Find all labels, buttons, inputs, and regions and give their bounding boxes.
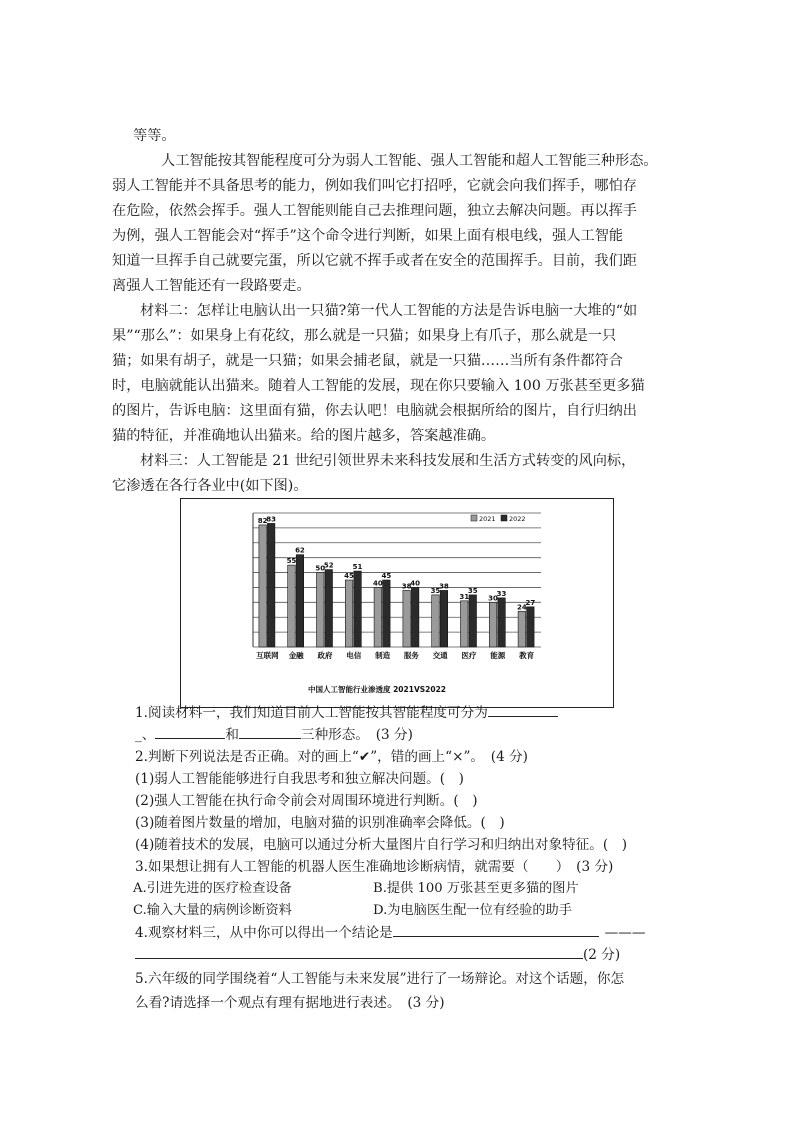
data-label: 30 — [488, 594, 498, 603]
question-2-text: 2.判断下列说法是否正确。对的画上“✔”，错的画上“×”。 (4 分) — [135, 749, 528, 765]
bar-2022 — [469, 595, 477, 647]
option-a[interactable]: A.引进先进的医疗检查设备 — [133, 881, 292, 896]
bar-2021 — [461, 601, 469, 647]
data-label: 40 — [372, 579, 383, 588]
material-two-line: 猫的特征，并准确地认出猫来。给的图片越多，答案越准确。 — [112, 428, 496, 444]
bar-2021 — [317, 573, 325, 647]
legend-label: 2022 — [509, 515, 526, 523]
bar-2021 — [374, 587, 382, 647]
question-1-suffix: 三种形态。 (3 分) — [300, 727, 413, 743]
question-2-item[interactable]: (3)随着图片数量的增加，电脑对猫的识别准确率会降低。( ) — [135, 815, 505, 831]
question-1-text: 1.阅读材料一，我们知道目前人工智能按其智能程度可分为 — [135, 705, 488, 721]
data-label: 45 — [344, 572, 354, 580]
question-2-item[interactable]: (1)弱人工智能能够进行自我思考和独立解决问题。( ) — [135, 771, 464, 787]
bar-2021 — [259, 525, 267, 647]
data-label: 35 — [467, 586, 478, 595]
answer-blank-1[interactable] — [488, 702, 558, 717]
material-one-line: 为例，强人工智能会对“挥手”这个命令进行判断，如果上面有根电线，强人工智能 — [112, 228, 624, 244]
question-4-dash: ——— — [604, 925, 646, 941]
question-5-line: 5.六年级的同学围绕着“人工智能与未来发展”进行了一场辩论。对这个话题，你怎 — [135, 971, 625, 987]
material-one-line: 离强人工智能还有一段路要走。 — [112, 278, 311, 294]
data-label: 33 — [496, 589, 507, 598]
question-1-line-1 — [135, 702, 558, 724]
bar-2022 — [354, 571, 362, 647]
option-c[interactable]: C.输入大量的病例诊断资料 — [133, 903, 292, 918]
material-one-line: 在危险，依然会挥手。强人工智能则能自己去推理问题，独立去解决问题。再以挥手 — [112, 203, 637, 219]
bar-2022 — [383, 580, 391, 647]
legend-swatch — [471, 515, 477, 521]
passage-line-continuation: 等等。 — [133, 128, 176, 144]
data-label: 35 — [430, 586, 441, 595]
data-label: 52 — [323, 561, 334, 570]
legend-label: 2021 — [479, 515, 496, 523]
data-label: 31 — [459, 592, 470, 601]
material-two-line: 材料二：怎样让电脑认出一只猫?第一代人工智能的方法是告诉电脑一大堆的“如 — [140, 303, 638, 319]
category-label: 能源 — [490, 651, 506, 660]
category-label: 金融 — [288, 651, 304, 660]
bar-2022 — [296, 555, 304, 647]
data-label: 45 — [381, 572, 392, 580]
chart-title: 中国人工智能行业渗透度 2021VS2022 — [307, 685, 447, 694]
bar-2022 — [498, 598, 506, 647]
question-5-line: 么看?请选择一个观点有理有据地进行表述。 (3 分) — [135, 995, 445, 1011]
bar-2021 — [403, 590, 411, 647]
question-4-score: (2 分) — [583, 947, 621, 963]
data-label: 38 — [439, 582, 449, 591]
bar-2022 — [440, 590, 448, 647]
data-label: 51 — [352, 563, 363, 572]
category-label: 教育 — [519, 651, 535, 660]
material-two-line: 猫；如果有胡子，就是一只猫；如果会捕老鼠，就是一只猫……当所有条件都符合 — [112, 353, 623, 369]
category-label: 制造 — [375, 651, 391, 660]
data-label: 40 — [410, 579, 421, 588]
question-1-line-2 — [135, 724, 413, 746]
answer-blank-4[interactable] — [393, 922, 599, 937]
data-label: 83 — [266, 515, 277, 524]
question-1-and: 和 — [225, 727, 239, 743]
bar-2021 — [345, 580, 353, 647]
question-4-line-1 — [135, 922, 645, 944]
data-label: 62 — [295, 546, 305, 555]
material-three-line: 材料三：人工智能是 21 世纪引领世界未来科技发展和生活方式转变的风向标， — [140, 453, 636, 469]
answer-blank-2[interactable] — [155, 724, 225, 739]
category-label: 政府 — [317, 651, 333, 660]
category-label: 电信 — [346, 651, 362, 660]
material-two-line: 时，电脑就能认出猫来。随着人工智能的发展，现在你只要输入 100 万张甚至更多猫 — [112, 378, 645, 394]
bar-2022 — [527, 607, 535, 647]
question-1-prefix: _、 — [135, 727, 156, 743]
legend-swatch — [501, 515, 507, 521]
category-label: 互联网 — [256, 651, 279, 660]
material-one-line: 弱人工智能并不具备思考的能力，例如我们叫它打招呼，它就会向我们挥手，哪怕存 — [112, 178, 637, 194]
bar-2021 — [489, 602, 497, 647]
data-label: 55 — [286, 557, 297, 566]
bar-2021 — [432, 595, 440, 647]
category-label: 服务 — [403, 651, 419, 660]
answer-blank-5[interactable] — [135, 944, 583, 959]
material-three-line: 它渗透在各行各业中(如下图)。 — [112, 478, 308, 494]
material-one-line: 人工智能按其智能程度可分为弱人工智能、强人工智能和超人工智能三种形态。 — [161, 153, 658, 169]
bar-2022 — [267, 523, 275, 647]
category-label: 交通 — [432, 651, 448, 660]
data-label: 82 — [257, 516, 268, 525]
answer-blank-3[interactable] — [239, 724, 301, 739]
bar-2022 — [325, 570, 333, 647]
material-one-line: 知道一旦挥手自己就要完蛋，所以它就不挥手或者在安全的范围挥手。目前，我们距 — [112, 253, 637, 269]
question-2-item[interactable]: (2)强人工智能在执行命令前会对周围环境进行判断。( ) — [135, 793, 478, 809]
option-d[interactable]: D.为电脑医生配一位有经验的助手 — [373, 903, 572, 918]
question-4-line-2 — [135, 944, 620, 966]
data-label: 27 — [525, 598, 536, 607]
category-label: 医疗 — [461, 651, 477, 660]
option-b[interactable]: B.提供 100 万张甚至更多猫的图片 — [373, 881, 579, 896]
data-label: 24 — [516, 603, 527, 612]
material-two-line: 的图片，告诉电脑：这里面有猫，你去认吧！电脑就会根据所给的图片，自行归纳出 — [112, 403, 637, 419]
bar-2022 — [411, 587, 419, 647]
bar-2021 — [518, 611, 526, 647]
material-two-line: 果”“那么”：如果身上有花纹，那么就是一只猫；如果身上有爪子，那么就是一只 — [112, 328, 617, 344]
bar-chart-svg — [181, 499, 612, 706]
question-3-text: 3.如果想让拥有人工智能的机器人医生准确地诊断病情，就需要（ ） (3 分) — [135, 859, 614, 875]
bar-2021 — [288, 565, 296, 647]
data-label: 38 — [401, 582, 412, 591]
question-4-text: 4.观察材料三，从中你可以得出一个结论是 — [135, 925, 393, 941]
question-2-item[interactable]: (4)随着技术的发展，电脑可以通过分析大量图片自行学习和归纳出对象特征。( ) — [135, 837, 628, 853]
data-label: 50 — [315, 564, 326, 573]
industry-penetration-chart — [180, 498, 614, 708]
